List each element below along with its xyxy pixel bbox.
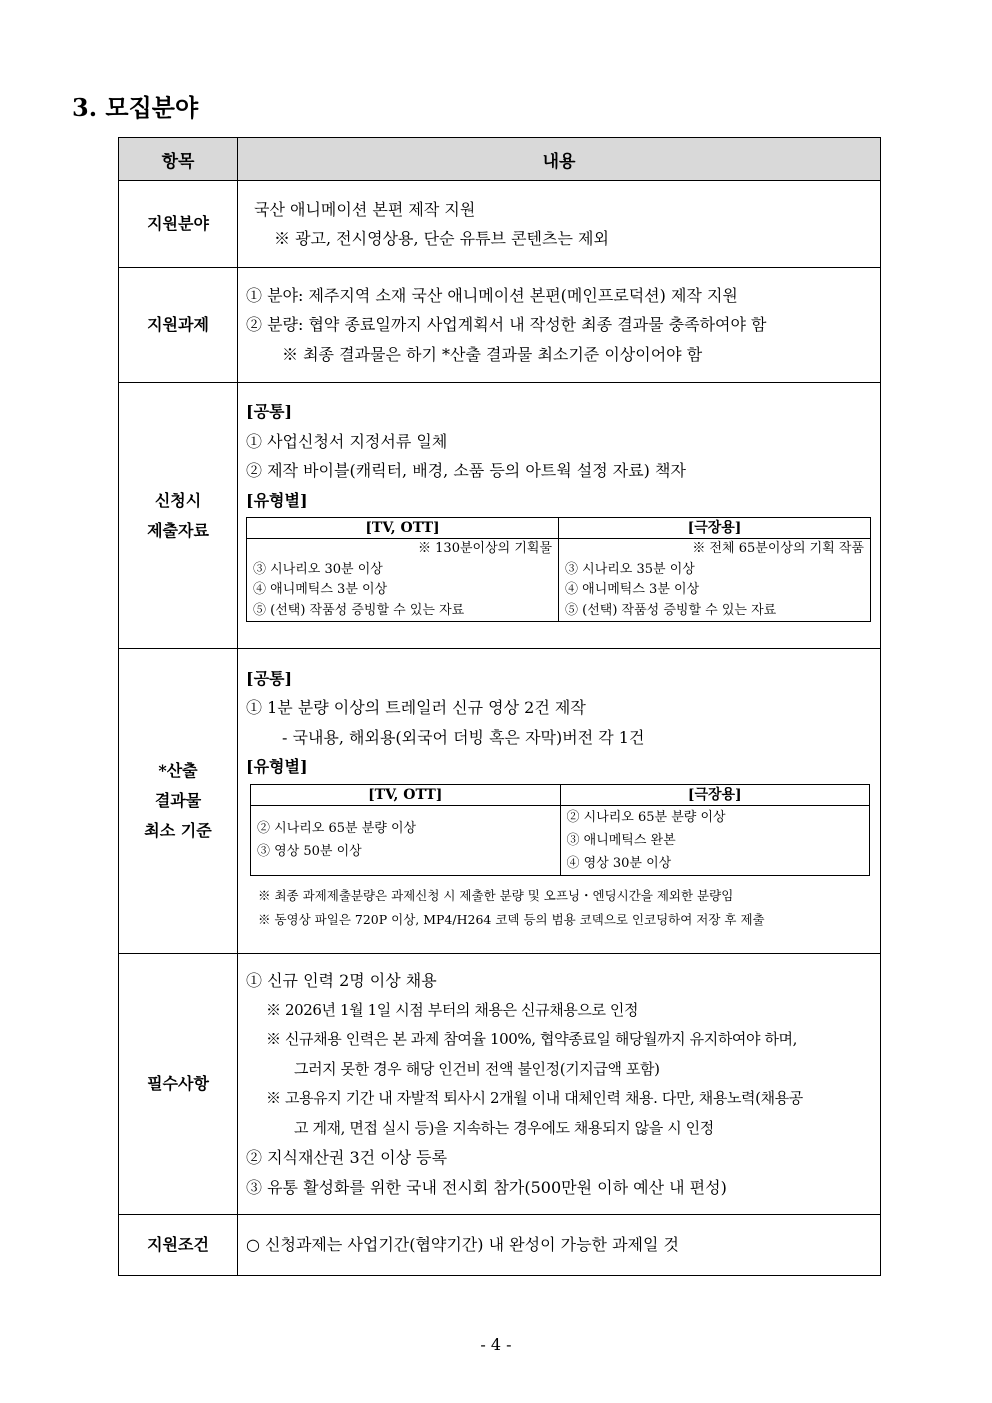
requirement-note: 고 게재, 면접 실시 등)을 지속하는 경우에도 채용되지 않을 시 인정: [294, 1118, 714, 1137]
row-label-submission: 신청시 제출자료: [119, 383, 238, 649]
sub-cell-line: ② 시나리오 65분 분량 이상: [566, 809, 726, 825]
list-item: ① 신규 인력 2명 이상 채용: [246, 971, 437, 990]
header-content: 내용: [238, 138, 881, 181]
support-field-note: ※ 광고, 전시영상용, 단순 유튜브 콘텐츠는 제외: [274, 229, 609, 248]
list-item: ① 1분 분량 이상의 트레일러 신규 영상 2건 제작: [246, 698, 586, 717]
sub-header-theater: [극장용]: [559, 518, 871, 539]
support-task-line: ① 분야: 제주지역 소재 국산 애니메이션 본편(메인프로덕션) 제작 지원: [246, 285, 738, 305]
output-note: ※ 최종 과제제출분량은 과제신청 시 제출한 분량 및 오프닝・엔딩시간을 제외한 분량임: [258, 887, 734, 903]
support-task-note: ※ 최종 결과물은 하기 *산출 결과물 최소기준 이상이어야 함: [282, 344, 703, 364]
sub-cell-line: ※ 130분이상의 기획물: [418, 541, 552, 556]
list-item: ③ 유통 활성화를 위한 국내 전시회 참가(500만원 이하 예산 내 편성): [246, 1177, 727, 1197]
requirement-note: 그러지 못한 경우 해당 인건비 전액 불인정(기지급액 포함): [294, 1059, 660, 1078]
table-row: [119, 954, 881, 1215]
condition-line: ○ 신청과제는 사업기간(협약기간) 내 완성이 가능한 과제일 것: [246, 1235, 679, 1255]
requirement-note: ※ 2026년 1월 1일 시점 부터의 채용은 신규채용으로 인정: [266, 1000, 639, 1019]
sub-cell-line: ③ 영상 50분 이상: [257, 844, 362, 859]
table-row: [119, 649, 881, 954]
list-item-sub: - 국내용, 해외용(외국어 더빙 혹은 자막)버전 각 1건: [282, 727, 645, 747]
common-heading: [공통]: [246, 402, 293, 421]
sub-cell-line: ④ 영상 30분 이상: [566, 855, 672, 871]
bytype-heading: [유형별]: [246, 490, 308, 510]
list-item: ① 사업신청서 지정서류 일체: [246, 431, 448, 451]
sub-cell-line: ④ 애니메틱스 3분 이상: [253, 582, 388, 597]
sub-header-tv: [TV, OTT]: [251, 784, 561, 805]
sub-cell-line: ※ 전체 65분이상의 기획 작품: [692, 541, 864, 556]
row-label-conditions: 지원조건: [119, 1215, 238, 1276]
sub-cell-line: ⑤ (선택) 작품성 증빙할 수 있는 자료: [565, 602, 777, 618]
sub-header-theater: [극장용]: [560, 784, 870, 805]
header-item: 항목: [119, 138, 238, 181]
list-item: ② 제작 바이블(캐릭터, 배경, 소품 등의 아트웍 설정 자료) 책자: [246, 461, 686, 480]
row-label-support-task: 지원과제: [119, 268, 238, 383]
output-note: ※ 동영상 파일은 720P 이상, MP4/H264 코덱 등의 범용 코덱으로 인코딩하여 저장 후 제출: [258, 912, 765, 927]
row-label-output-criteria: *산출 결과물 최소 기준: [119, 649, 238, 954]
page-number: - 4 -: [480, 1335, 512, 1354]
sub-cell-line: ⑤ (선택) 작품성 증빙할 수 있는 자료: [253, 602, 465, 618]
row-label-support-field: 지원분야: [119, 181, 238, 268]
sub-cell-line: ② 시나리오 65분 분량 이상: [257, 821, 417, 836]
section-title: 3. 모집분야: [72, 93, 199, 122]
sub-cell-line: ③ 시나리오 35분 이상: [565, 561, 695, 577]
table-row: [119, 181, 881, 268]
support-field-line: 국산 애니메이션 본편 제작 지원: [254, 199, 476, 219]
sub-cell-line: ③ 시나리오 30분 이상: [253, 561, 383, 577]
requirement-note: ※ 신규채용 인력은 본 과제 참여율 100%, 협약종료일 해당월까지 유지하여야 하며,: [266, 1030, 798, 1048]
recruitment-table: [118, 137, 881, 1276]
list-item: ② 지식재산권 3건 이상 등록: [246, 1148, 448, 1167]
submission-type-table: [246, 517, 871, 622]
bytype-heading: [유형별]: [246, 757, 308, 776]
sub-cell-line: ③ 애니메틱스 완본: [566, 832, 676, 848]
table-row: [119, 383, 881, 649]
table-header-row: [119, 138, 881, 181]
table-row: [119, 1215, 881, 1276]
row-label-requirements: 필수사항: [119, 954, 238, 1215]
support-task-line: ② 분량: 협약 종료일까지 사업계획서 내 작성한 최종 결과물 충족하여야 함: [246, 315, 767, 335]
requirement-note: ※ 고용유지 기간 내 자발적 퇴사시 2개월 이내 대체인력 채용. 다만, 채용노력(채용공: [266, 1089, 803, 1107]
sub-cell-line: ④ 애니메틱스 3분 이상: [565, 582, 700, 597]
common-heading: [공통]: [246, 668, 293, 688]
sub-header-tv: [TV, OTT]: [247, 518, 559, 539]
table-row: [119, 268, 881, 383]
output-type-table: [250, 784, 870, 876]
